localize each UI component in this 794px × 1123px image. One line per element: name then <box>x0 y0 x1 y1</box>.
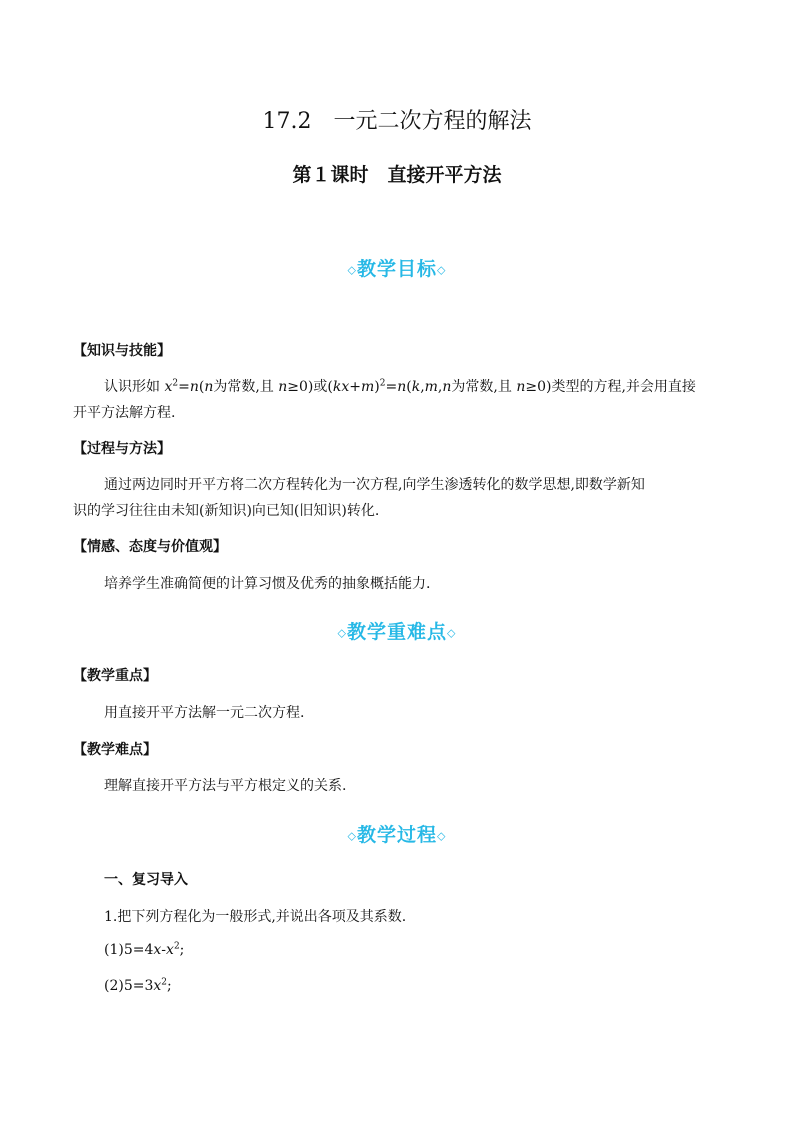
diamond-icon: ◇ <box>437 263 447 277</box>
emotion-label: 【情感、态度与价值观】 <box>73 539 227 555</box>
diamond-icon: ◇ <box>437 829 447 843</box>
diamond-icon: ◇ <box>447 626 457 640</box>
process-method-text-line1: 通过两边同时开平方将二次方程转化为一次方程,向学生渗透转化的数学思想,即数学新知 <box>104 477 645 493</box>
section-process-heading <box>0 820 794 847</box>
focus-text: 用直接开平方法解一元二次方程. <box>104 705 305 721</box>
knowledge-text-line2: 开平方法解方程. <box>73 405 176 421</box>
focus-label: 【教学重点】 <box>73 668 157 684</box>
diamond-icon: ◇ <box>347 263 357 277</box>
section-objectives-title: 教学目标 <box>356 258 437 280</box>
process-method-text-line2: 识的学习往往由未知(新知识)向已知(旧知识)转化. <box>73 503 380 519</box>
review-heading: 一、复习导入 <box>104 872 188 888</box>
difficulty-label: 【教学难点】 <box>73 742 157 758</box>
section-key-points-title: 教学重难点 <box>346 621 447 643</box>
emotion-text: 培养学生准确简便的计算习惯及优秀的抽象概括能力. <box>104 576 431 592</box>
section-key-points-heading <box>0 617 794 644</box>
diamond-icon: ◇ <box>347 829 357 843</box>
page-subtitle: 第１课时 直接开平方法 <box>292 164 502 186</box>
equation-2: $(2)5=3x^2$; <box>104 977 172 994</box>
process-method-label: 【过程与方法】 <box>73 441 171 457</box>
section-process-title: 教学过程 <box>356 824 437 846</box>
review-item-1: 1.把下列方程化为一般形式,并说出各项及其系数. <box>104 909 407 925</box>
section-objectives-heading <box>0 254 794 281</box>
diamond-icon: ◇ <box>337 626 347 640</box>
knowledge-label: 【知识与技能】 <box>73 343 171 359</box>
equation-1: $(1)5=4x-x^2$; <box>104 941 185 958</box>
knowledge-text-line1: 认识形如 $x^2=n(n$为常数,且 n≥0)或$(kx+m)^2=n(k,m,n$为常数,且 n≥0)类型的方程,并会用直接 <box>104 378 696 395</box>
page-title: 17.2 一元二次方程的解法 <box>262 109 532 134</box>
difficulty-text: 理解直接开平方法与平方根定义的关系. <box>104 778 347 794</box>
